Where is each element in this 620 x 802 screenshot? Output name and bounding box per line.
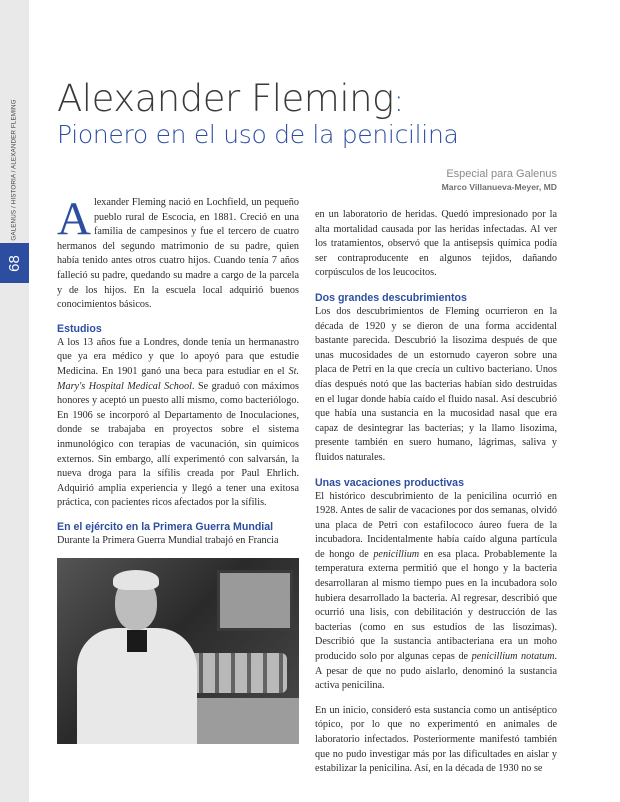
penicillium-notatum-term: penicillium notatum [471,651,555,663]
heading-vacaciones: Unas vacaciones productivas [315,476,464,489]
photo-bowtie [127,630,147,652]
page-number: 68 [6,254,23,272]
estudios-text-1: A los 13 años fue a Londres, donde tenía un hermanastro que ya era médico y que lo apoyó para que estudie Medicina. En 1901 ganó una beca para estudiar en el [57,336,299,377]
estudios-text-2: . Se graduó con máximos honores y aceptó un puesto allí mismo, como bacteriólogo. En 1906 se incorporó al Departamento de Inoculaciones, donde se trabajaba en proyectos sobre el sistema inmunológico con terapias de vacunación, sin químicos externos. Sin embargo, allí experimentó con salvarsán, la nueva droga para la sífilis creada por Paul Ehrlich. Adquirió amplia experiencia y llegó a tener una exitosa práctica, con pacientes ricos afectados por la sífilis. [57,380,299,509]
heading-ejercito: En el ejército en la Primera Guerra Mundial [57,520,274,533]
page-number-box [0,243,29,283]
intro-text: lexander Fleming nació en Lochfield, un pequeño pueblo rural de Escocia, en 1881. Creció en una familia de campesinos y fue el tercero de cuatro hermanos del segundo matrimonio de su padre, quien había tenido antes otros cuatro hijos. Cuando tenía 7 años falleció su padre, quedando su madre a cargo de la parcela y de los hijos. En la escuela local adquirió buenos conocimientos básicos. [57,197,299,311]
vacaciones-text-2: en esa placa. Probablemente la temperatura externa permitió que el hongo y la bacteria desarrollaran al mismo tiempo pues en la incubadora solo hubiera desarrollado la bacteria. Al regresar, describió que ocurrió una lisis, con debilitación y destrucción de las bacterias (como en sus estudios de las lisozimas). Describió que la sustancia antibacteriana era un moho producido solo por algunas cepas de [315,548,557,663]
fleming-photo [57,558,299,744]
right-column [315,208,557,777]
heading-estudios: Estudios [57,322,102,335]
ejercito-paragraph-cont: en un laboratorio de heridas. Quedó impresionado por la alta mortalidad causada por las heridas infectadas. Al ver los tratamientos, observó que la antisepsis química podía ser contraproducente en algunos tejidos, dañando corpúsculos de los leucocitos. [315,209,557,279]
intro-paragraph [57,193,299,313]
estudios-paragraph [57,336,299,511]
vacaciones-paragraph [315,490,557,694]
final-paragraph: En un inicio, consideró esta sustancia como un antiséptico tópico, por lo que no experimentó en animales de laboratorio infectados. Posteriormente manifestó también que no pudo investigar más por las dificultades en aislar y estabilizar la penicilina. Así, en la década de 1930 no se [315,704,557,775]
photo-petri-dishes [187,653,287,693]
running-head: GALENUS / HISTORIA / ALEXANDER FLEMING [10,99,18,241]
vacaciones-text-1: El histórico descubrimiento de la penicilina ocurrió en 1928. Antes de salir de vacaciones por dos semanas, olvidó una placa de Petri con estafilococo áureo fuera de la incubadora. Incidentalmente había caído alguna partícula de hongo de [315,490,557,560]
descubrimientos-paragraph: Los dos descubrimientos de Fleming ocurrieron en la década de 1920 y se dieron de una forma accidental bastante parecida. Descubrió la lisozima después de que unas mucosidades de un estornudo cayeron sobre una placa de Petri en la que crecía un cultivo bacteriano. Unos días después notó que las bacterias habían sido destruidas en el lugar donde había caído el fluido nasal. Así descubrió que había una sustancia en la mucosidad nasal que era capaz de desintegrar las bacterias; y la llamo lisozima, presente también en suero humano, lágrimas, saliva y fluidos naturales. [315,305,557,463]
left-column [57,193,299,548]
photo-hair [113,570,159,590]
article-title [57,77,404,120]
byline-special: Especial para Galenus [446,168,557,180]
penicillium-term: penicillium [373,548,420,560]
photo-window [217,570,293,631]
hospital-name: St. Mary's Hospital Medical School [57,365,299,392]
sidebar-strip [0,0,29,802]
byline-author: Marco Villanueva-Meyer, MD [441,182,557,192]
vacaciones-text-3: . A pesar de que no pudo aislarlo, denominó la sustancia activa penicilina. [315,651,557,692]
title-colon: : [393,84,404,119]
heading-descubrimientos: Dos grandes descubrimientos [315,291,467,304]
article-subtitle: Pionero en el uso de la penicilina [57,120,459,149]
byline [442,167,557,193]
drop-cap: A [57,193,91,245]
ejercito-paragraph-start: Durante la Primera Guerra Mundial trabajó en Francia [57,534,279,546]
article-title-text: Alexander Fleming [57,77,394,120]
